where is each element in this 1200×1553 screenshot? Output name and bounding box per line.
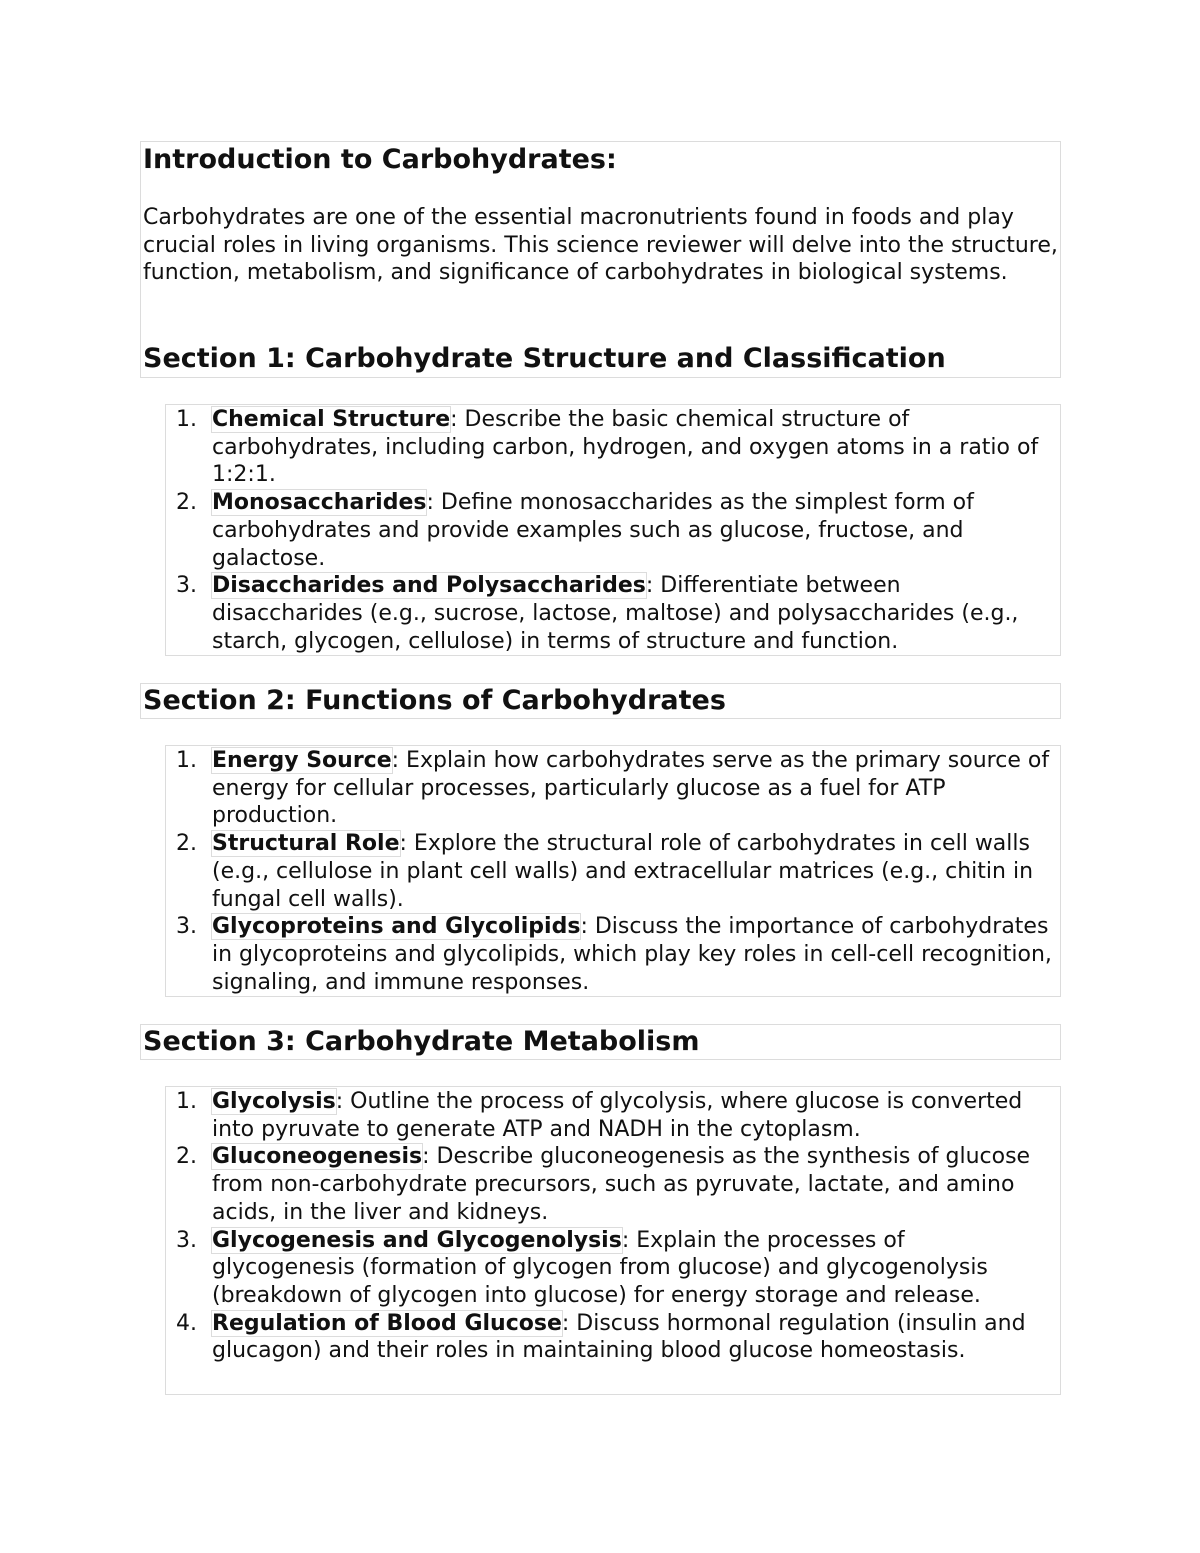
list-number: 3. [176,914,197,940]
list-term: Disaccharides and Polysaccharides [212,573,646,599]
list-term: Glycolysis [212,1089,336,1114]
list-text: : Explain how carbohydrates serve as the primary source of energy for cellular processes, particularly glucose as a fuel for ATP production. [212,748,1050,829]
section-2-list-block [165,745,1061,997]
list-number: 1. [176,1089,197,1114]
section-1-title: Section 1: Carbohydrate Structure and Classification [143,343,946,374]
list-item [166,1310,1054,1365]
list-number: 1. [176,748,197,773]
list-number: 2. [176,490,197,516]
list-term: Gluconeogenesis [212,1144,423,1170]
section-1-list [166,406,1054,655]
list-number: 4. [176,1310,197,1336]
list-item [166,1143,1054,1226]
section-3-title: Section 3: Carbohydrate Metabolism [143,1026,700,1057]
list-item [166,747,1054,830]
list-text: : Differentiate between disaccharides (e.g., sucrose, lactose, maltose) and polysaccharides (e.g., starch, glycogen, cellulose) in terms of structure and function. [212,573,1019,654]
list-number: 2. [176,831,197,857]
section-3-list-block [165,1086,1061,1395]
section-2-list [166,747,1054,996]
section-3-heading-block [140,1024,1061,1060]
list-item [166,913,1054,996]
section-2-heading-block [140,683,1061,719]
list-text: : Explain the processes of glycogenesis (formation of glycogen from glucose) and glycogenolysis (breakdown of glycogen into glucose) for energy storage and release. [212,1227,988,1308]
section-3-list [166,1088,1054,1365]
list-item [166,830,1054,913]
list-text: : Discuss the importance of carbohydrates in glycoproteins and glycolipids, which play key roles in cell-cell recognition, signaling, and immune responses. [212,914,1052,995]
intro-paragraph: Carbohydrates are one of the essential macronutrients found in foods and play crucial roles in living organisms. This science reviewer will delve into the structure, function, metabolism, and significance of carbohydrates in biological systems. [143,205,1058,285]
list-text: : Define monosaccharides as the simplest form of carbohydrates and provide examples such as glucose, fructose, and galactose. [212,490,974,571]
intro-title: Introduction to Carbohydrates: [143,144,617,175]
section-1-list-block [165,404,1061,656]
list-number: 2. [176,1144,197,1170]
list-term: Glycogenesis and Glycogenolysis [212,1227,622,1253]
list-text: : Describe the basic chemical structure of carbohydrates, including carbon, hydrogen, and oxygen atoms in a ratio of 1:2:1. [212,407,1039,488]
list-text: : Describe gluconeogenesis as the synthesis of glucose from non-carbohydrate precursors, such as pyruvate, lactate, and amino acids, in the liver and kidneys. [212,1144,1031,1225]
list-term: Energy Source [212,748,392,773]
list-term: Structural Role [212,831,400,857]
list-term: Regulation of Blood Glucose [212,1310,562,1336]
list-text: : Explore the structural role of carbohydrates in cell walls (e.g., cellulose in plant cell walls) and extracellular matrices (e.g., chitin in fungal cell walls). [212,831,1034,912]
list-item [166,1088,1054,1143]
list-item [166,1227,1054,1310]
list-text: : Discuss hormonal regulation (insulin and glucagon) and their roles in maintaining blood glucose homeostasis. [212,1310,1026,1364]
list-term: Monosaccharides [212,490,427,516]
list-item [166,572,1054,655]
list-number: 3. [176,573,197,599]
list-term: Chemical Structure [212,407,451,432]
list-term: Glycoproteins and Glycolipids [212,914,581,940]
list-number: 1. [176,407,197,432]
section-2-title: Section 2: Functions of Carbohydrates [143,685,726,716]
list-item [166,406,1054,489]
list-number: 3. [176,1227,197,1253]
list-item [166,489,1054,572]
list-text: : Outline the process of glycolysis, where glucose is converted into pyruvate to generate ATP and NADH in the cytoplasm. [212,1089,1023,1142]
intro-block [140,141,1061,378]
